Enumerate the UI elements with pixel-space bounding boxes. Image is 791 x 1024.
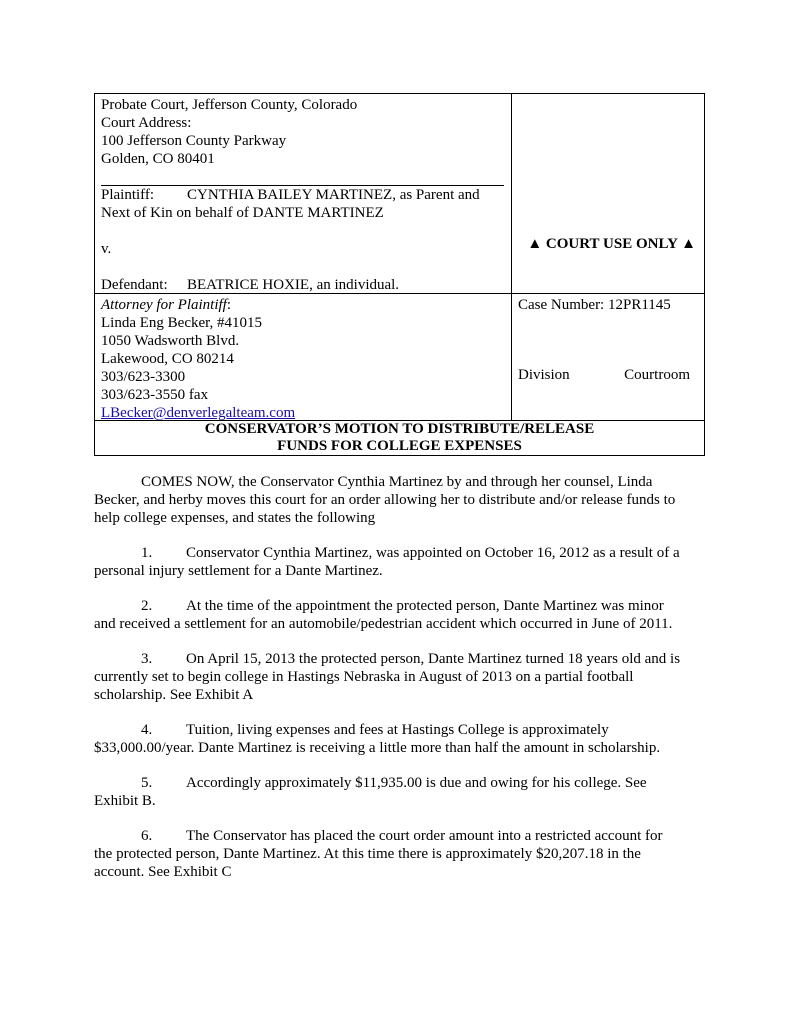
plaintiff-line-2: Next of Kin on behalf of DANTE MARTINEZ [101, 205, 384, 221]
motion-title-line-2: FUNDS FOR COLLEGE EXPENSES [277, 438, 522, 454]
intro-line-1: COMES NOW, the Conservator Cynthia Martinez by and through her counsel, Linda [141, 474, 653, 490]
court-use-cell [512, 94, 704, 293]
court-street: 100 Jefferson County Parkway [101, 133, 287, 149]
attorney-name: Linda Eng Becker, #41015 [101, 315, 263, 331]
court-use-only-label: COURT USE ONLY [545, 236, 678, 252]
intro-paragraph [94, 473, 706, 527]
intro-line-2: Becker, and herby moves this court for an order allowing her to distribute and/or release funds to [94, 492, 676, 508]
item-number: 6. [141, 828, 153, 844]
list-item: 2. At the time of the appointment the protected person, Dante Martinez was minor and received a settlement for an automobile/pedestrian accident which occurred in June of 2011. [94, 598, 673, 632]
division-label: Division [518, 367, 570, 383]
attorney-street: 1050 Wadsworth Blvd. [101, 333, 240, 349]
list-item: 1. Conservator Cynthia Martinez, was appointed on October 16, 2012 as a result of a personal injury settlement for a Dante Martinez. [94, 545, 680, 579]
defendant-name: BEATRICE HOXIE, an individual. [187, 277, 400, 293]
caption-top-row [95, 94, 704, 294]
court-name: Probate Court, Jefferson County, Colorado [101, 97, 358, 113]
defendant-label: Defendant: [101, 277, 168, 293]
attorney-cell [95, 294, 512, 420]
court-city: Golden, CO 80401 [101, 151, 215, 167]
list-item: 5. Accordingly approximately $11,935.00 is due and owing for his college. See Exhibit B. [94, 775, 647, 809]
case-info-cell [512, 294, 704, 420]
intro-line-3: help college expenses, and states the following [94, 510, 376, 526]
court-address-label: Court Address: [101, 115, 192, 131]
item-number: 3. [141, 651, 153, 667]
division-courtroom [518, 366, 690, 384]
motion-title [95, 421, 704, 455]
triangle-up-icon: ▲ [527, 236, 543, 252]
case-caption [94, 93, 705, 456]
caption-attorney-row [95, 294, 704, 421]
list-item: 6. The Conservator has placed the court order amount into a restricted account for the protected person, Dante Martinez. At this time there is approximately $20,207.18 in the account. See Exhibit C [94, 828, 663, 880]
item-number: 5. [141, 775, 153, 791]
item-number: 1. [141, 545, 153, 561]
plaintiff-label: Plaintiff: [101, 187, 155, 203]
plaintiff-name: CYNTHIA BAILEY MARTINEZ, as Parent and [187, 187, 480, 203]
item-number: 2. [141, 598, 153, 614]
court-use-only [527, 235, 696, 253]
plaintiff-line [101, 186, 505, 204]
versus: v. [101, 241, 112, 257]
attorney-city: Lakewood, CO 80214 [101, 351, 234, 367]
court-parties-cell [95, 94, 512, 293]
attorney-fax: 303/623-3550 fax [101, 387, 209, 403]
attorney-heading: Attorney for Plaintiff: [101, 297, 231, 313]
motion-title-line-1: CONSERVATOR’S MOTION TO DISTRIBUTE/RELEASE [204, 421, 595, 437]
triangle-up-icon: ▲ [681, 236, 696, 252]
list-item: 3. On April 15, 2013 the protected person, Dante Martinez turned 18 years old and is currently set to begin college in Hastings Nebraska in August of 2013 on a partial football scholarship. See Exhibit A [94, 651, 681, 703]
attorney-phone: 303/623-3300 [101, 369, 186, 385]
defendant-line [101, 276, 505, 294]
case-number: Case Number: 12PR1145 [518, 297, 671, 313]
item-number: 4. [141, 722, 153, 738]
attorney-label: Attorney for Plaintiff [101, 297, 227, 313]
courtroom-label: Courtroom [624, 367, 690, 383]
attorney-email-link[interactable]: LBecker@denverlegalteam.com [101, 405, 296, 421]
motion-body [94, 473, 706, 898]
list-item: 4. Tuition, living expenses and fees at Hastings College is approximately $33,000.00/year. Dante Martinez is receiving a little more than half the amount in scholarship. [94, 722, 661, 756]
